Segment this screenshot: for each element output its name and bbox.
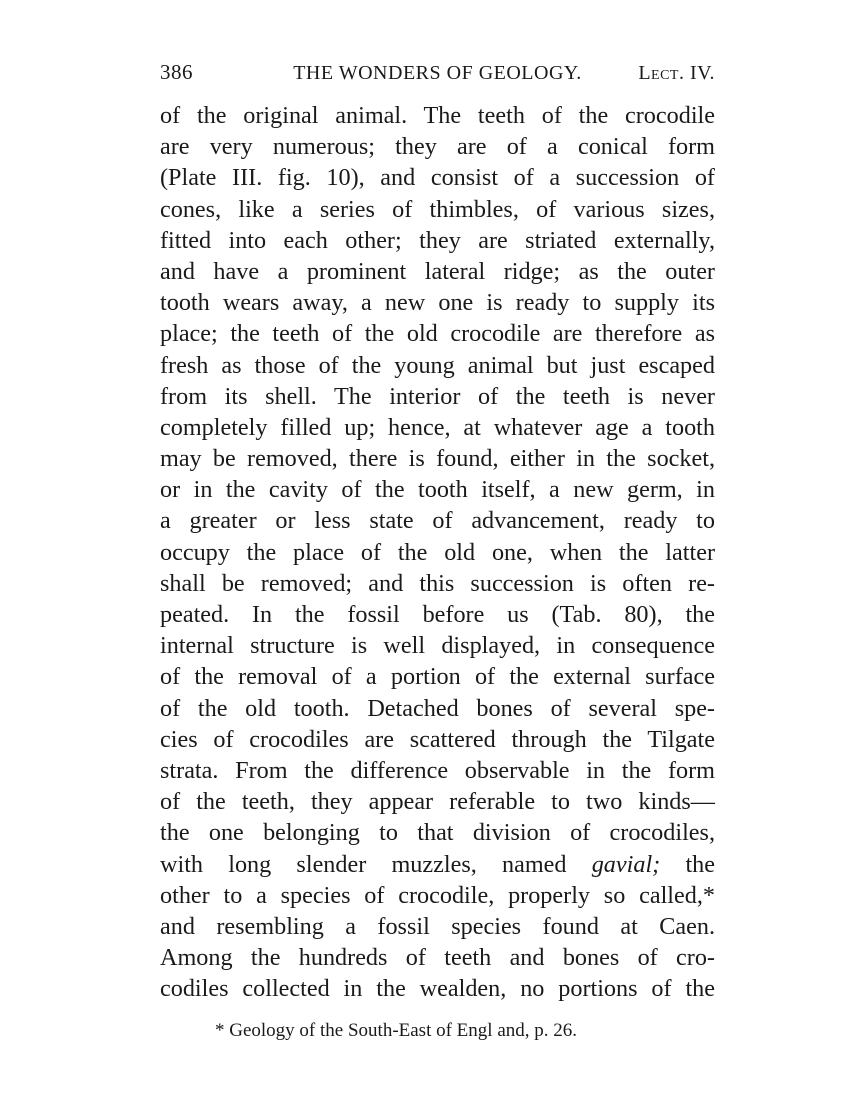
- running-head: [160, 60, 715, 86]
- text-line: peated. In the fossil before us (Tab. 80), the: [160, 601, 715, 628]
- text-line: shall be removed; and this succession is often re-: [160, 569, 715, 597]
- text-line: fitted into each other; they are striated externally,: [160, 226, 715, 254]
- text-line: are very numerous; they are of a conical form: [160, 133, 715, 161]
- running-title: THE WONDERS OF GEOLOGY.: [293, 62, 582, 84]
- text-line: the one belonging to that division of crocodiles,: [160, 819, 715, 847]
- text-fragment: the: [685, 850, 715, 878]
- text-line: occupy the place of the old one, when the latter: [160, 538, 715, 566]
- text-line: of the removal of a portion of the external surface: [160, 663, 715, 691]
- text-line: cies of crocodiles are scattered through the Tilgate: [160, 725, 715, 753]
- body-text: [160, 100, 715, 1004]
- text-line: and have a prominent lateral ridge; as the outer: [160, 257, 715, 285]
- text-line: a greater or less state of advancement, ready to: [160, 507, 715, 535]
- text-line: strata. From the difference observable in the form: [160, 756, 715, 784]
- text-line: cones, like a series of thimbles, of various sizes,: [160, 195, 715, 223]
- footnote: * Geology of the South-East of Engl and, p. 26.: [215, 1020, 578, 1041]
- text-line: place; the teeth of the old crocodile are therefore as: [160, 320, 715, 348]
- page-number: 386: [160, 60, 193, 84]
- text-line: from its shell. The interior of the teeth is never: [160, 382, 715, 410]
- text-fragment: with long slender muzzles, named: [160, 850, 567, 878]
- text-line: of the original animal. The teeth of the crocodile: [160, 102, 715, 129]
- text-line: may be removed, there is found, either in the socket,: [160, 445, 715, 473]
- text-line: of the teeth, they appear referable to two kinds—: [160, 788, 715, 816]
- text-line: (Plate III. fig. 10), and consist of a succession of: [160, 164, 715, 192]
- text-line: and resembling a fossil species found at Caen.: [160, 912, 715, 940]
- text-line-with-italic: [160, 849, 715, 880]
- text-line: or in the cavity of the tooth itself, a new germ, in: [160, 476, 715, 504]
- text-line: Among the hundreds of teeth and bones of cro-: [160, 944, 715, 972]
- text-line: internal structure is well displayed, in consequence: [160, 632, 715, 660]
- text-line: other to a species of crocodile, properly so called,*: [160, 881, 715, 909]
- italic-term: gavial;: [591, 850, 661, 878]
- text-line: fresh as those of the young animal but just escaped: [160, 351, 715, 379]
- text-line: completely filled up; hence, at whatever age a tooth: [160, 413, 715, 441]
- text-line: of the old tooth. Detached bones of several spe-: [160, 694, 715, 722]
- text-line: tooth wears away, a new one is ready to supply its: [160, 289, 715, 317]
- lecture-label: Lect. IV.: [638, 62, 715, 84]
- text-line: codiles collected in the wealden, no portions of the: [160, 975, 715, 1003]
